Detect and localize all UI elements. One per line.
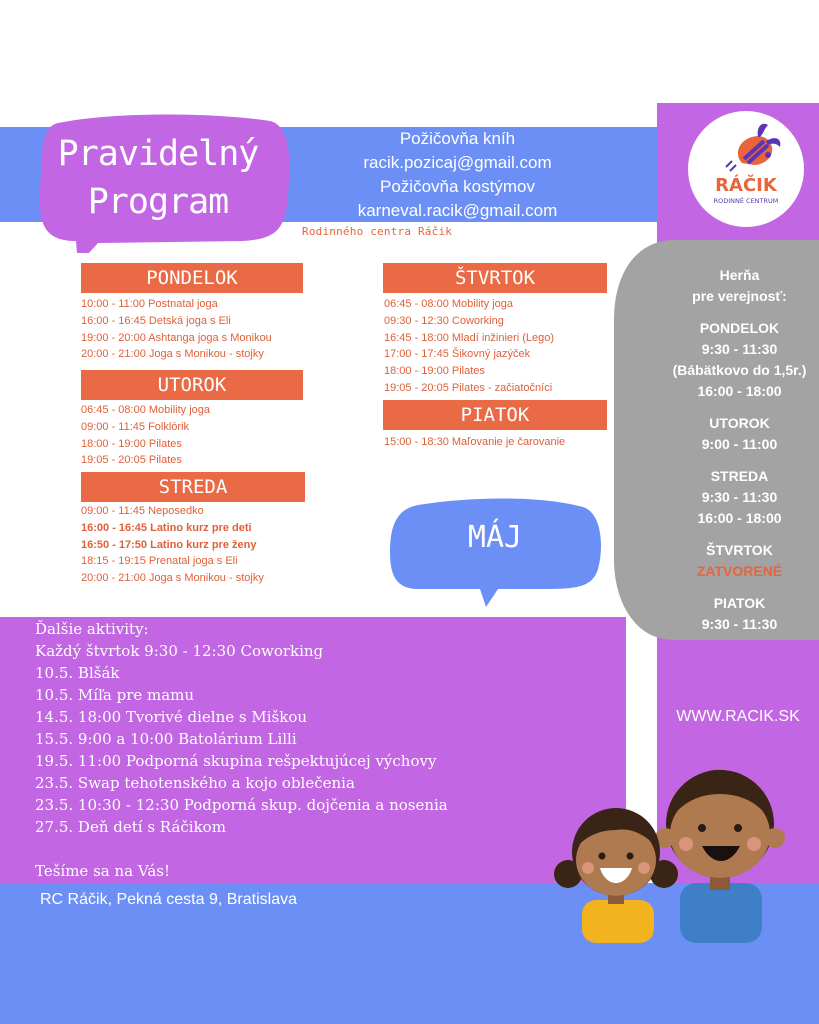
- list-item: 23.5. 10:30 - 12:30 Podporná skup. dojčenia a nosenia: [35, 796, 448, 814]
- month-label: MÁJ: [467, 520, 523, 555]
- list-item: 18:00 - 19:00 Pilates: [81, 437, 182, 450]
- contact-info: [330, 127, 585, 223]
- list-item: 19:05 - 20:05 Pilates: [81, 454, 182, 467]
- playroom-thursday-label: ŠTVRTOK: [706, 542, 773, 558]
- website-link[interactable]: WWW.RACIK.SK: [676, 708, 800, 725]
- costume-rental-email[interactable]: karneval.racik@gmail.com: [357, 201, 558, 220]
- list-item: 19.5. 11:00 Podporná skupina rešpektujúcej výchovy: [35, 752, 437, 770]
- logo-sub: RODINNÉ CENTRUM: [713, 197, 779, 205]
- list-item: 20:00 - 21:00 Joga s Monikou - stojky: [81, 572, 264, 585]
- list-item: 23.5. Swap tehotenského a kojo oblečenia: [35, 774, 355, 792]
- logo-name: RÁČIK: [715, 175, 777, 196]
- list-item: 15:00 - 18:30 Maľovanie je čarovanie: [384, 436, 566, 448]
- playroom-title-1: Herňa: [719, 267, 760, 283]
- day-header-friday: PIATOK: [383, 400, 607, 430]
- page-title: [38, 130, 278, 226]
- list-item: 27.5. Deň detí s Ráčikom: [35, 818, 226, 836]
- day-header-wednesday: STREDA: [81, 472, 305, 502]
- playroom-monday-3: 16:00 - 18:00: [697, 383, 782, 399]
- list-item: 18:15 - 19:15 Prenatal joga s Eli: [81, 555, 238, 568]
- children-illustration-icon: [552, 748, 792, 943]
- playroom-wednesday-2: 16:00 - 18:00: [697, 510, 782, 526]
- list-item: 19:00 - 20:00 Ashtanga joga s Monikou: [81, 331, 272, 344]
- costume-rental-label: Požičovňa kostýmov: [380, 177, 535, 196]
- list-item: Každý štvrtok 9:30 - 12:30 Coworking: [35, 642, 324, 660]
- list-item: 09:30 - 12:30 Coworking: [384, 314, 504, 327]
- list-item: 16:45 - 18:00 Mladí inžinieri (Lego): [384, 331, 554, 344]
- playroom-wednesday-label: STREDA: [710, 468, 769, 484]
- tuesday-list: [81, 402, 210, 469]
- list-item: 18:00 - 19:00 Pilates: [384, 365, 485, 378]
- list-item: 19:05 - 20:05 Pilates - začiatočníci: [384, 381, 553, 394]
- friday-list: [384, 434, 565, 451]
- playroom-friday-1: 9:30 - 11:30: [701, 616, 778, 632]
- list-item: 14.5. 18:00 Tvorivé dielne s Miškou: [35, 708, 308, 726]
- day-header-thursday: ŠTVRTOK: [383, 263, 607, 293]
- racik-logo[interactable]: [688, 111, 804, 227]
- monday-list: [81, 296, 272, 363]
- playroom-monday-1: 9:30 - 11:30: [701, 341, 778, 357]
- list-item: 20:00 - 21:00 Joga s Monikou - stojky: [81, 348, 264, 361]
- list-item: 10:00 - 11:00 Postnatal joga: [81, 298, 218, 310]
- book-rental-label: Požičovňa kníh: [399, 129, 516, 148]
- closing-text: Tešíme sa na Vás!: [35, 862, 170, 880]
- list-item: 16:00 - 16:45 Latino kurz pre deti: [81, 521, 252, 534]
- list-item: 09:00 - 11:45 Neposedko: [81, 505, 204, 517]
- list-item: 06:45 - 08:00 Mobility joga: [384, 298, 514, 310]
- list-item: 10.5. Blšák: [35, 664, 120, 682]
- list-item: 16:50 - 17:50 Latino kurz pre ženy: [81, 538, 257, 551]
- list-item: 17:00 - 17:45 Šikovný jazýček: [384, 348, 531, 361]
- activities-list: [35, 618, 615, 882]
- playroom-wednesday-1: 9:30 - 11:30: [701, 489, 778, 505]
- list-item: 15.5. 9:00 a 10:00 Batolárium Lilli: [35, 730, 297, 748]
- playroom-hours: [660, 265, 819, 635]
- day-header-monday: PONDELOK: [81, 263, 303, 293]
- playroom-tuesday-label: UTOROK: [709, 415, 770, 431]
- thursday-list: [384, 296, 554, 397]
- page-subtitle: Rodinného centra Ráčik: [302, 225, 453, 238]
- playroom-monday-label: PONDELOK: [699, 320, 780, 336]
- title-line-2: Program: [87, 182, 229, 222]
- address: RC Ráčik, Pekná cesta 9, Bratislava: [40, 891, 297, 908]
- list-item: 06:45 - 08:00 Mobility joga: [81, 404, 211, 416]
- list-item: 16:00 - 16:45 Detská joga s Eli: [81, 314, 231, 327]
- playroom-monday-2: (Bábätkovo do 1,5r.): [672, 362, 807, 378]
- day-header-tuesday: UTOROK: [81, 370, 303, 400]
- list-item: 10.5. Míľa pre mamu: [35, 686, 195, 704]
- activities-heading: Ďalšie aktivity:: [35, 620, 149, 638]
- book-rental-email[interactable]: racik.pozicaj@gmail.com: [363, 153, 552, 172]
- title-line-1: Pravidelný: [57, 134, 259, 174]
- crayfish-logo-icon: [688, 111, 804, 227]
- playroom-tuesday-1: 9:00 - 11:00: [701, 436, 778, 452]
- playroom-friday-label: PIATOK: [713, 595, 766, 611]
- list-item: 09:00 - 11:45 Folklórik: [81, 420, 190, 433]
- playroom-title-2: pre verejnosť:: [692, 288, 787, 304]
- playroom-thursday-closed: ZATVORENÉ: [696, 563, 783, 579]
- wednesday-list: [81, 503, 264, 587]
